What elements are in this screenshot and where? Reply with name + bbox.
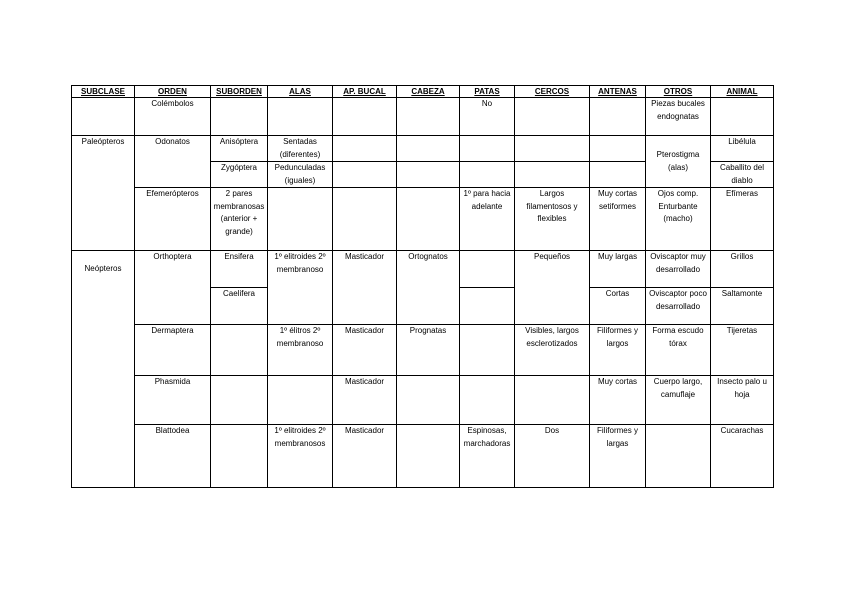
cell-cabeza-empty [397,376,460,425]
header-orden: ORDEN [135,86,211,98]
cell-cercos: Largos filamentosos y flexibles [515,188,590,251]
table-row-blattodea [72,425,774,488]
table-row-efemeropteros [72,188,774,251]
header-ap-bucal: AP. BUCAL [333,86,397,98]
cell-ap-bucal: Masticador [333,325,397,376]
cell-cercos-empty [515,376,590,425]
cell-orden: Phasmida [135,376,211,425]
cell-antenas-empty [590,136,646,162]
cell-cabeza-empty [397,425,460,488]
cell-animal: Grillos [711,251,774,288]
table-row-phasmida [72,376,774,425]
cell-suborden: Ensifera [211,251,268,288]
cell-suborden: 2 pares membranosas (anterior + grande) [211,188,268,251]
cell-suborden: Anisóptera [211,136,268,162]
cell-patas-empty [460,251,515,288]
cell-cercos-empty [515,162,590,188]
cell-patas-empty [460,136,515,162]
cell-cabeza-orthoptera: Ortognatos [397,251,460,325]
cell-ap-bucal: Masticador [333,425,397,488]
cell-antenas: Muy largas [590,251,646,288]
cell-suborden-empty [211,325,268,376]
cell-animal: Libélula [711,136,774,162]
cell-patas: Espinosas, marchadoras [460,425,515,488]
cell-animal: Cucarachas [711,425,774,488]
cell-subclase-empty [72,98,135,136]
cell-antenas: Filiformes y largos [590,325,646,376]
cell-antenas: Muy cortas setiformes [590,188,646,251]
cell-otros: Oviscaptor muy desarrollado [646,251,711,288]
table-row-ensifera [72,251,774,288]
cell-animal: Saltamonte [711,288,774,325]
cell-cabeza-empty [397,162,460,188]
header-row [72,86,774,98]
table-row-dermaptera [72,325,774,376]
subclase-neopteros-label: Neópteros [84,264,122,273]
cell-animal: Efímeras [711,188,774,251]
cell-orden: Blattodea [135,425,211,488]
cell-patas-empty [460,376,515,425]
cell-subclase-neopteros [72,251,135,488]
cell-ap-bucal-empty [333,98,397,136]
cell-antenas: Filiformes y largas [590,425,646,488]
cell-suborden-empty [211,425,268,488]
cell-patas-empty [460,162,515,188]
cell-cercos-empty [515,136,590,162]
table-row-colembolos [72,98,774,136]
cell-animal: Caballito del diablo [711,162,774,188]
cell-alas-empty [268,98,333,136]
cell-ap-bucal-empty [333,188,397,251]
cell-animal: Insecto palo u hoja [711,376,774,425]
cell-orden: Dermaptera [135,325,211,376]
cell-antenas-empty [590,162,646,188]
cell-animal-empty [711,98,774,136]
cell-suborden-empty [211,98,268,136]
cell-alas: 1º élitros 2º membranoso [268,325,333,376]
cell-patas: 1º para hacia adelante [460,188,515,251]
cell-cercos: Visibles, largos esclerotizados [515,325,590,376]
header-patas: PATAS [460,86,515,98]
cell-cercos: Dos [515,425,590,488]
header-animal: ANIMAL [711,86,774,98]
cell-antenas: Muy cortas [590,376,646,425]
cell-animal: Tijeretas [711,325,774,376]
cell-otros: Cuerpo largo, camuflaje [646,376,711,425]
cell-cabeza-empty [397,98,460,136]
cell-orden: Efemerópteros [135,188,211,251]
cell-subclase-paleopteros: Paleópteros [72,136,135,251]
cell-alas-empty [268,376,333,425]
table-row-anisoptera [72,136,774,162]
cell-suborden-empty [211,376,268,425]
cell-otros-empty [646,425,711,488]
cell-patas: No [460,98,515,136]
cell-ap-bucal: Masticador [333,376,397,425]
cell-otros-odonatos: Pterostigma (alas) [646,136,711,188]
cell-alas-empty [268,188,333,251]
header-otros: OTROS [646,86,711,98]
cell-orden: Colémbolos [135,98,211,136]
cell-alas: 1º elitroides 2º membranosos [268,425,333,488]
cell-orden-odonatos: Odonatos [135,136,211,188]
cell-cercos-empty [515,98,590,136]
header-cercos: CERCOS [515,86,590,98]
cell-ap-bucal-empty [333,136,397,162]
cell-alas-orthoptera: 1º elitroides 2º membranoso [268,251,333,325]
cell-patas-empty [460,288,515,325]
cell-antenas: Cortas [590,288,646,325]
cell-ap-bucal-empty [333,162,397,188]
cell-antenas-empty [590,98,646,136]
header-subclase: SUBCLASE [72,86,135,98]
cell-cabeza: Prognatas [397,325,460,376]
insects-classification-table [71,85,774,488]
header-cabeza: CABEZA [397,86,460,98]
header-alas: ALAS [268,86,333,98]
header-antenas: ANTENAS [590,86,646,98]
cell-suborden: Zygóptera [211,162,268,188]
cell-otros: Oviscaptor poco desarrollado [646,288,711,325]
cell-suborden: Caelifera [211,288,268,325]
cell-cercos-orthoptera: Pequeños [515,251,590,325]
cell-otros: Forma escudo tórax [646,325,711,376]
cell-orden-orthoptera: Orthoptera [135,251,211,325]
cell-ap-bucal-orthoptera: Masticador [333,251,397,325]
cell-otros: Piezas bucales endognatas [646,98,711,136]
cell-alas: Pedunculadas (iguales) [268,162,333,188]
header-suborden: SUBORDEN [211,86,268,98]
cell-patas-empty [460,325,515,376]
cell-cabeza-empty [397,188,460,251]
cell-cabeza-empty [397,136,460,162]
cell-alas: Sentadas (diferentes) [268,136,333,162]
cell-otros: Ojos comp. Enturbante (macho) [646,188,711,251]
